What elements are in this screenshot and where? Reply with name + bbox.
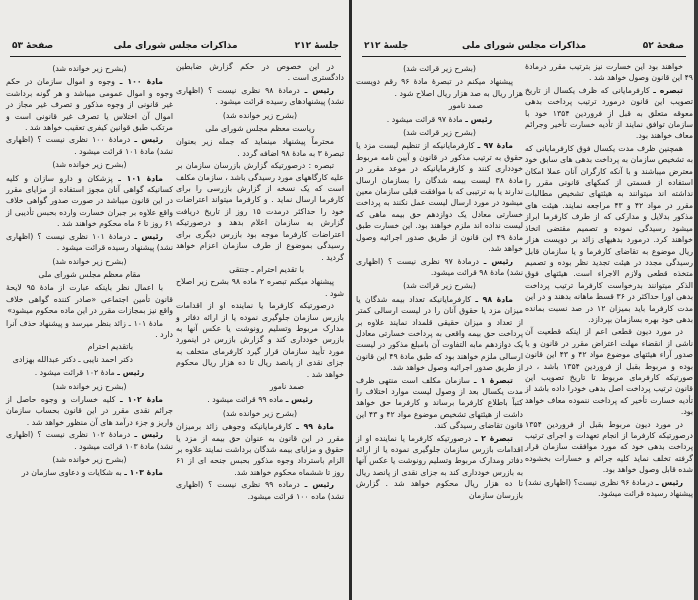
paragraph-speaker [6,367,173,378]
paragraph-article [356,294,523,374]
paragraph-text: ماده ۹۹ قرائت میشود . [207,395,286,405]
paragraph [525,61,693,84]
paragraph-article [6,76,173,133]
paragraph-lead: رئیس ـ [655,477,683,487]
paragraph-text: مقام معظم مجلس شورای ملی [38,269,141,279]
paragraph-note [356,127,523,138]
paragraph-lead: تبصرهٔ ۲ ـ [474,433,513,443]
paragraph-article [525,85,693,142]
paragraph [525,326,693,417]
paragraph-text: (بشرح زیر قرائت شد) [403,281,476,291]
paragraph-text: تبصره : درصورتیکه گزارش بازرسان سازمان بر علیه کارگاههای مورد رسیدگی باشد ، سازمان مکلف است که یک نسخه از گزارش بازرسی را برای کارفرما ارسال نماید . و کارفرما میتواند اعتراضات خود را حداکثر درمدت ۱۵ روز از تاریخ دریافت گزارش به سازمان اعلام بدهد و درصورتیکه اعتراضات کارفرما موجه بود بازرس دیگری برای رسیدگی بموضوع از طرف سازمان اعزام خواهد گردید . [176,161,344,262]
journal-title: مذاکرات مجلس شورای ملی [113,41,238,51]
paragraph-text: درمادهٔ ۱۰۲ نظری نیست ؟ (اظهاری نشد) مادهٔ ۱۰۳ قرائت میشود . [6,430,173,451]
paragraph [176,61,344,84]
paragraph-text: محترماً پیشنهاد مینماید که جمله زیر بعنوان تبصرهٔ ۳ به مادهٔ ۹۸ اضافه گردد . [176,137,344,158]
paragraph-text: پزشکان و دارو سازان و کلیه کسانیکه گواهی آنان مجوز استفاده از مزایای مقرر در این قانون میباشد در صورت صدور گواهی خلاف واقع علاوه بر جبران خسارت وارده بحبس تأدیبی از ۶۱ روز تا ۶ ماه محکوم خواهند شد . [6,173,173,229]
text-column-right [525,61,693,500]
paragraph-lead: مادهٔ ۹۷ ـ [477,141,513,151]
paragraph-lead: رئیس ـ [304,85,334,95]
paragraph [6,354,173,365]
paragraph-text: (بشرح زیر خوانده شد) [52,381,127,391]
paragraph-text: (بشرح زیر خوانده شد) [52,64,127,73]
paragraph-text: مادهٔ ۱۰۲ قرائت میشود . [34,368,118,378]
paragraph-article [356,375,523,432]
paragraph-text: در مورد دیون قطعی اعم از اینکه قطعیت آن ناشی از انقضاء مهلت اعتراض مقرر در قانون و یا صدور آراء هیئتهای موضوع مواد ۴۲ و ۴۳ این قانون بوده و مربوط بقبل از فروردین ۱۳۵۴ باشد ، در صورتیکه کارفرمای مربوط تا تاریخ تصویب این قانون ترتیب پرداخت اصل بدهی خودرا داده باشد از تأدیه خسارت تأخیر که پرداخت ننموده معاف خواهد بود. [525,327,693,417]
page-number: صفحهٔ ۵۳ [12,41,54,51]
paragraph-text: (بشرح زیر خوانده شد) [52,160,127,170]
paragraph-text: (بشرح زیر خوانده شد) [52,455,127,464]
paragraph-lead: مادهٔ ۹۹ ـ [296,422,334,432]
paragraph-note [176,110,344,121]
page-number: صفحهٔ ۵۲ [642,41,684,51]
paragraph-lead: رئیس ـ [134,135,163,145]
paragraph-note [6,269,173,280]
paragraph-lead: مادهٔ ۱۰۳ ـ [124,468,163,478]
paragraph [176,276,344,299]
paragraph-text: درمادهٔ ۹۷ نظری نیست ؟ (اظهاری نشد) مادهٔ ۹۸ قرائت میشود. [356,256,523,277]
paragraph-text: کارفرمایانیکه از تنظیم لیست مزد یا حقوق به ترتیب مذکور در قانون و آیین نامه مربوط خودداری کنند و کارفرمایانیکه در موعد مقرر در مادهٔ ۳۸ لیست بیمه شدگان را بسازمان ارسال ندارند یا به ترتیبی که با موافقت قبلی سازمان معین میشود در مورد ارسال لیست عمل نکنند به پرداخت خسارتی معادل یک دوازدهم حق بیمه ماهی که لیست نداده اند ملزم خواهند بود. این خسارت طبق مادهٔ ۴۹ این قانون از طریق صدور اجرائیه وصول خواهد شد. [356,141,523,254]
paragraph-text: (بشرح زیر خوانده شد) [52,256,127,266]
session-number: جلسهٔ ۲۱۲ [364,41,409,51]
paragraph-note [6,256,173,267]
page-header [362,38,686,57]
paragraph-speaker [525,477,693,500]
paragraph-text: درمادهٔ ۹۶ نظری نیست؟ (اظهاری نشد) پیشنهاد رسیده قرائت میشود. [525,477,693,499]
paragraph-text: همچنین ظرف مدت یکسال فوق کارفرمایانی که به تشخیص سازمان به پرداخت بدهی های سابق خود معترض میباشند و با آنکه کارگران آنان عملا امکان استفاده از قسمتی از کمکهای قانونی مقرر را نداشته اند میتوانند به هیئتهای تشخیص مطالبات مقرر در مواد ۴۲ و ۴۳ مراجعه نمایند. هیئت های مذکور بدلایل و مدارکی که از طرف کارفرما ابراز میشود رسیدگی نموده و تصمیم مقتضی اتخاذ خواهند کرد. درمورد بدهیهای زائد بر دویست هزار ریال موضوع به تقاضای کارفرما و یا سازمان قابل رسیدگی مجدد در هیئت تجدید نظر بوده و تصمیم متخذه قطعی ولازم الاجراء است. هیئتهای فوق الذکر میتوانند بدرخواست کارفرما ترتیب پرداخت بدهی اورا حداکثر در ۳۶ قسط ماهانه بدهند و در این مدت کارفرما باید بمیزان ۱۲ در صد نسبت بمانده بدهی خود بهره بسازمان بپردازد. [525,143,694,324]
paragraph-text: کارفرمایانیکه تعداد بیمه شدگان یا میزان مزد یا حقوق آنان را در لیست ارسالی کمتر از تعداد و میزان حقیقی قلمداد نمایند علاوه بر پرداخت حق بیمه واقعی به پرداخت خسارتی معادل یک دوازدهم مابه التفاوت آن بامبلغ مذکور در لیست ارسالی ملزم خواهند بود که طبق مادهٔ ۴۹ این قانون از طریق صدور اجرائیه وصول خواهد شد. [356,294,523,373]
paragraph [176,136,344,159]
paragraph-article [356,140,523,254]
paragraph-lead: رئیس ـ [465,114,493,124]
paragraph-speaker [6,134,173,157]
paragraph-text: درمادهٔ ۱۰۱ نظری نیست ؟ (اظهاری نشد) پیشنهاد رسیده قرائت میشود . [6,231,173,253]
paragraph-article [6,394,173,428]
paragraph-lead: رئیس ـ [134,231,163,241]
text-column-left [356,61,523,502]
paragraph-text: خواهند بود این خسارت نیز بترتیب مقرر درمادهٔ ۴۹ این قانون وصول خواهد شد . [525,62,693,83]
paragraph-text: مادهٔ ۹۷ قرائت میشود . [386,114,466,124]
page-header [10,38,341,57]
paragraph-text: باتقدیم احترام [87,342,133,352]
paragraph [525,419,693,476]
paragraph-text: کلیه خسارات و وجوه حاصل از جرائم نقدی مقرر در این قانون بحساب سازمان واریز و جزء درآمد های آن منظور خواهد شد . [6,394,173,427]
paragraph-text: سازمان مکلف است منتهی ظرف مدت یکسال بعد از وصول لیست موارد اختلاف را کتباً باطلاع کارفرما برساند و کارفرما حق خواهد داشت از هیئتهای تشخیص موضوع مواد ۴۲ و ۴۳ این قانون تقاضای رسیدگی کند. [356,375,523,431]
paragraph-text: درمادهٔ ۹۸ نظری نیست ؟ (اظهاری نشد) پیشنهادهای رسیده قرائت میشود . [176,85,344,107]
paragraph-text: وجوه و اموال سازمان در حکم وجوه و اموال عمومی میباشد و هر گونه برداشت غیر قانونی از وجوه مذکور و تصرف غیر مجاز در اموال آن اختلاس یا تصرف غیر قانونی است و مرتکب طبق قوانین کیفری تعقیب خواهد شد . [6,77,173,133]
paragraph [525,143,693,326]
paragraph-note [6,63,173,74]
paragraph-speaker [356,114,523,125]
session-number: جلسهٔ ۲۱۲ [294,41,339,51]
paragraph-text: درصورتیکه کارفرما یا نماینده او از اقدامات بازرس سازمان جلوگیری نموده یا از ارائه دفاتر و مدارک مربوط وتسلیم رونوشت یا عکس آنها به بازرس خودداری کند و گزارش بازرس در اینمورد مورد تأیید سازمان قرار گیرد کارفرمای متخلف به جزای نقدی از پانصد ریال تا ده هزار ریال محکوم خواهد شد . [176,301,344,379]
paragraph-note [176,408,344,419]
journal-title: مذاکرات مجلس شورای ملی [461,41,587,51]
paragraph-speaker [176,479,344,502]
paragraph-note [176,123,344,134]
paragraph-lead: مادهٔ ۱۰۰ ـ [119,77,163,87]
paragraph-article [6,173,173,230]
paragraph-text: با تقدیم احترام ـ جنتقی [229,264,304,274]
paragraph-speaker [6,231,173,254]
paragraph-note [6,159,173,170]
paragraph-lead: تبصره ـ [653,85,683,95]
paragraph-text: دکتر احمد نایبی ـ دکتر عبدالله بهزادی [12,354,133,364]
paragraph-text: در این خصوص در حکم گزارش ضابطین دادگستری است . [176,62,344,83]
paragraph-text: درماده ۹۹ نظری نیست ؟ (اظهاری نشد) ماده ۱۰۰ قرائت میشود. [176,480,344,501]
paragraph-text: به شکایات و دعاوی سازمان در [21,468,125,478]
paragraph-note [6,454,173,465]
paragraph-text: پیشنهاد میکنم تبصره ۲ ماده ۹۸ بشرح زیر اصلاح شود . [176,277,344,298]
paragraph-text: (بشرح زیر خوانده شد) [222,110,298,120]
paragraph-speaker [356,256,523,279]
paragraph [356,100,523,111]
paragraph-speaker [176,85,344,108]
paragraph [6,341,173,352]
paragraph-text: (بشرح زیر قرائت شد) [403,64,476,73]
paragraph-lead: رئیس ـ [134,430,163,440]
text-column-right [176,61,344,503]
paragraph [6,318,173,341]
scan-edge [694,0,698,600]
paragraph-lead: تبصرهٔ ۱ ـ [473,375,513,385]
paragraph-text: درمادهٔ ۱۰۰ نظری نیست ؟ (اظهاری نشد) مادهٔ ۱۰۱ قرائت میشود . [6,135,173,156]
paragraph [356,76,523,99]
paragraph-note [356,63,523,74]
paragraph-text: کارفرمایانیکه وجوهی زائد برمیزان مقرر در این قانون به عنوان حق بیمه از مزد یا حقوق و مزایای بیمه شدگان برداشت نمایند علاوه بر الزام باسترداد وجوه مذکور بحبس جنحه ای از ۶۱ روز تا ششماه محکوم خواهند شد. [176,422,344,477]
paragraph-text: مادهٔ ۱۰۱ ـ زائد بنظر میرسد و پیشنهاد حذف آنرا دارد . [6,318,173,339]
paragraph-text: در مورد دیون مربوط بقبل از فروردین ۱۳۵۴ درصورتیکه کارفرما از انجام تعهدات و اجرای ترتیب پرداخت بدهی خود که مورد موافقت سازمان قرار گرفته تخلف نماید کلیه جرائم و خسارات بخشوده شده قابل وصول خواهد بود. [525,419,693,475]
paragraph [176,160,344,263]
paragraph-note [6,381,173,392]
paragraph-text: با اعمال نظر باینکه عبارت از مادهٔ ۹۵ لایحهٔ قانون تأمین اجتماعی «صادر کننده گواهی خلاف واقع نیز بمجازات مقرر در این ماده محکوم میشود» [6,283,173,316]
paragraph-lead: مادهٔ ۱۰۱ ـ [118,173,163,183]
paragraph-text: پیشنهاد میکنم در تبصرهٔ مادهٔ ۹۶ رقم دویست هزار ریال به صد هزار ریال اصلاح شود . [356,77,523,98]
paragraph-article [6,467,173,478]
paragraph [176,264,344,275]
paragraph [176,381,344,392]
paragraph-text: (بشرح زیر قرائت شد) [403,128,476,138]
paragraph-text: کارفرمایانی که ظرف یکسال از تاریخ تصویب این قانون درمورد ترتیب پرداخت بدهی معوقه متعلق به قبل از فروردین ۱۳۵۴ خود با سازمان توافق نمایند از تأدیه خسارت تأخیر وجرائم معاف خواهند بود. [525,85,693,141]
paragraph-lead: مادهٔ ۹۸ ـ [475,294,513,304]
paragraph-text: صمد نامور [448,101,483,111]
paragraph-text: (بشرح زیر خوانده شد) [222,408,298,418]
paragraph-note [356,280,523,291]
paragraph-text: صمد نامور [269,381,304,391]
paragraph-lead: رئیس ـ [117,368,145,378]
paragraph-speaker [176,394,344,405]
paragraph [176,300,344,380]
paragraph-lead: رئیس ـ [285,395,313,405]
paragraph-text: درصورتیکه کارفرما یا نماینده او از اقدامات بازرس سازمان جلوگیری نموده یا از ارائه دفاتر ومدارک مربوط وتسلیم رونوشت یا عکس آنها به بازرس خودداری کند به جزای نقدی از پانصد ریال تا ده هزار ریال محکوم خواهد شد . گزارش بازرسان سازمان [356,433,523,500]
paragraph-lead: مادهٔ ۱۰۲ ـ [120,394,163,404]
paragraph-article [176,421,344,478]
paragraph-lead: رئیس ـ [304,480,334,490]
paragraph-speaker [6,429,173,452]
text-column-left [6,61,173,480]
paragraph-article [356,433,523,501]
paragraph-text: ریاست معظم مجلس شورای ملی [205,124,315,134]
paragraph-lead: رئیس ـ [483,256,513,266]
paragraph [6,282,173,316]
right-page [352,0,694,600]
